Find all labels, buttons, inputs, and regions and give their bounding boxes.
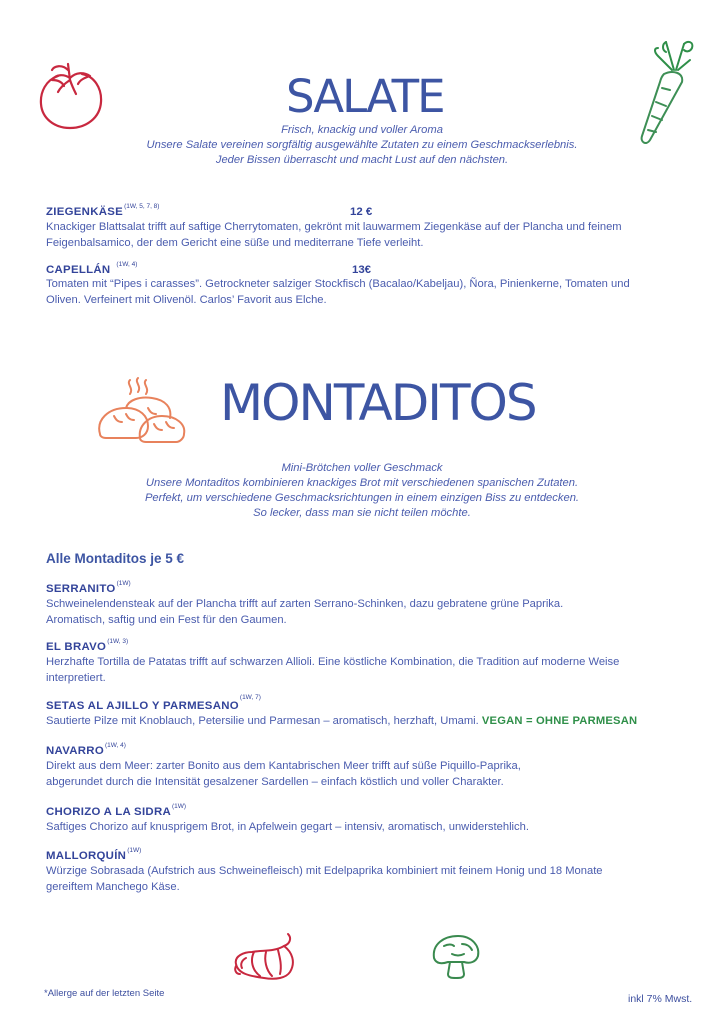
tomato-icon <box>38 60 106 132</box>
description-line: Würzige Sobrasada (Aufstrich aus Schweinefleisch) mit Edelpaprika kombiniert mit feinem Honig und 18 Monate <box>46 865 603 877</box>
montaditos-intro-line: Unsere Montaditos kombinieren knackiges Brot mit verschiedenen spanischen Zutaten. <box>145 477 579 489</box>
description-line: Schweinelendensteak auf der Plancha trifft auf zarten Serrano-Schinken, dazu gebratene grüne Paprika. <box>46 598 564 610</box>
description-line <box>46 714 696 730</box>
montaditos-intro-line: Mini-Brötchen voller Geschmack <box>281 462 443 474</box>
menu-item-title: CHORIZO A LA SIDRA <box>46 806 171 818</box>
section-title-montaditos: MONTADITOS <box>220 374 536 432</box>
menu-item-name <box>46 261 138 276</box>
allergen-codes: (1W, 4) <box>116 261 138 268</box>
description-line: Herzhafte Tortilla de Patatas trifft auf schwarzen Allioli. Eine köstliche Kombination, die Tradition auf moderne Weise <box>46 656 620 668</box>
allergen-footnote: *Allerge auf der letzten Seite <box>44 988 165 999</box>
menu-item-title: CAPELLÁN <box>46 264 111 276</box>
montaditos-price-note: Alle Montaditos je 5 € <box>46 551 185 566</box>
allergen-codes: (1W) <box>127 847 142 854</box>
menu-item-title: EL BRAVO <box>46 641 107 653</box>
description-line: Aromatisch, saftig und ein Fest für den Gaumen. <box>46 613 287 626</box>
menu-item-name <box>46 742 126 757</box>
menu-item-price: 12 € <box>350 206 373 218</box>
menu-item-name <box>46 638 129 653</box>
menu-item-description <box>46 655 696 686</box>
description-line: interpretiert. <box>46 671 106 684</box>
section-title-salate: SALATE <box>286 70 444 123</box>
montaditos-intro <box>0 461 724 521</box>
garlic-icon <box>232 930 300 982</box>
menu-item-title: NAVARRO <box>46 745 104 757</box>
menu-item-description <box>46 864 696 895</box>
description-line: Knackiger Blattsalat trifft auf saftige Cherrytomaten, gekrönt mit lauwarmem Ziegenkäse auf der Plancha und feinem <box>46 221 622 233</box>
allergen-codes: (1W) <box>172 803 187 810</box>
description-line: Feigenbalsamico, der dem Gericht eine süße und mediterrane Tiefe verleiht. <box>46 236 424 249</box>
menu-item-description <box>46 220 696 251</box>
menu-item-name <box>46 203 160 218</box>
description-line: Direkt aus dem Meer: zarter Bonito aus dem Kantabrischen Meer trifft auf süße Piquillo-Paprika, <box>46 760 521 772</box>
description-line: abgerundet durch die Intensität gesalzener Sardellen – einfach köstlich und voller Charakter. <box>46 775 504 788</box>
salate-intro <box>0 123 724 168</box>
menu-item-description <box>46 277 696 308</box>
description-text: Sautierte Pilze mit Knoblauch, Petersilie und Parmesan – aromatisch, herzhaft, Umami. <box>46 715 479 727</box>
menu-item-name <box>46 580 131 595</box>
menu-item-description <box>46 714 696 730</box>
description-line: gereiftem Manchego Käse. <box>46 880 180 893</box>
allergen-codes: (1W, 5, 7, 8) <box>124 203 160 210</box>
menu-item-description <box>46 759 696 790</box>
menu-item-title: SETAS AL AJILLO Y PARMESANO <box>46 700 239 712</box>
tax-note: inkl 7% Mwst. <box>628 993 693 1005</box>
description-line: Saftiges Chorizo auf knusprigem Brot, in Apfelwein gegart – intensiv, aromatisch, unwiderstehlich. <box>46 821 529 833</box>
bread-rolls-icon <box>96 376 188 446</box>
menu-item-name <box>46 847 142 862</box>
allergen-codes: (1W) <box>116 580 131 587</box>
menu-item-title: ZIEGENKÄSE <box>46 206 124 218</box>
mushroom-icon <box>430 934 482 980</box>
salate-intro-line: Frisch, knackig und voller Aroma <box>281 124 443 136</box>
salate-intro-line: Unsere Salate vereinen sorgfältig ausgewählte Zutaten zu einem Geschmackserlebnis. <box>146 139 578 151</box>
montaditos-intro-line: So lecker, dass man sie nicht teilen möchte. <box>253 507 471 519</box>
vegan-note: VEGAN = OHNE PARMESAN <box>481 715 638 727</box>
menu-item-title: MALLORQUÍN <box>46 850 127 862</box>
menu-item-title: SERRANITO <box>46 583 116 595</box>
menu-item-name <box>46 694 261 712</box>
allergen-codes: (1W, 7) <box>239 694 261 701</box>
menu-item-name <box>46 803 187 818</box>
allergen-codes: (1W, 4) <box>105 742 126 749</box>
description-line: Tomaten mit “Pipes i carasses”. Getrockneter salziger Stockfisch (Bacalao/Kabeljau), Ñora, Pinienkerne, Tomaten und <box>46 278 630 290</box>
menu-item-description <box>46 820 696 836</box>
montaditos-intro-line: Perfekt, um verschiedene Geschmacksrichtungen in einem einzigen Biss zu entdecken. <box>144 492 580 504</box>
allergen-codes: (1W, 3) <box>107 638 129 645</box>
menu-item-description <box>46 597 696 628</box>
description-line: Oliven. Verfeinert mit Olivenöl. Carlos’ Favorit aus Elche. <box>46 293 327 306</box>
menu-item-price: 13€ <box>352 264 372 276</box>
salate-intro-line: Jeder Bissen überrascht und macht Lust auf den nächsten. <box>215 154 509 166</box>
